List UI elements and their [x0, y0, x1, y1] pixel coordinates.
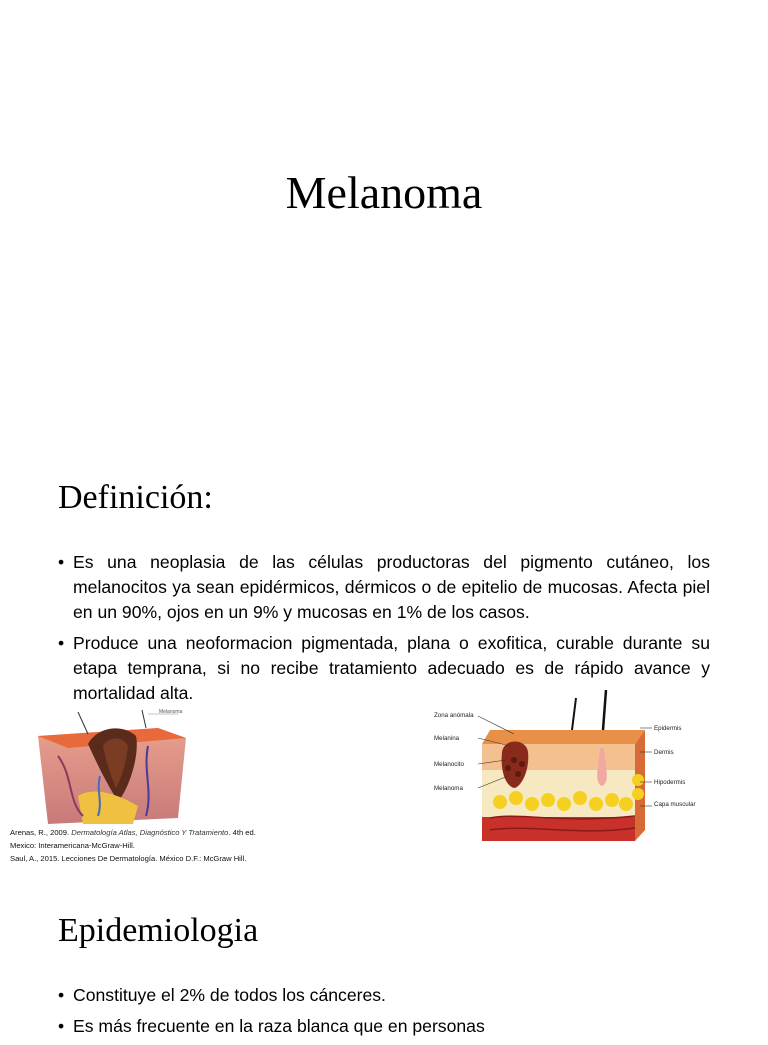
- reference-1-title: Dermatología Atlas, Diagnóstico Y Tratamiento: [71, 828, 229, 837]
- diagram-label-dermis: Dermis: [654, 749, 674, 756]
- diagram-label-zona-anomala: Zona anómala: [434, 712, 474, 719]
- epidemiology-bullet-2: • Es más frecuente en la raza blanca que en personas: [58, 1014, 710, 1039]
- reference-2: Saul, A., 2015. Lecciones De Dermatología. México D.F.: McGraw Hill.: [10, 854, 247, 863]
- reference-1-author: Arenas, R., 2009.: [10, 828, 70, 837]
- reference-1: [10, 826, 256, 839]
- diagram-label-melanoma: Melanoma: [434, 785, 463, 792]
- definition-bullet-2: • Produce una neoformacion pigmentada, plana o exofitica, curable durante su etapa temprana, si no recibe tratamiento adecuado es de rápido avance y mortalidad alta.: [58, 631, 710, 706]
- diagram-label-epidermis: Epidermis: [654, 725, 682, 732]
- melanoma-skin-illustration: [28, 706, 190, 828]
- epidemiology-heading: Epidemiologia: [58, 912, 259, 949]
- reference-1-edition: . 4th ed.: [228, 828, 256, 837]
- definition-bullet-1: • Es una neoplasia de las células productoras del pigmento cutáneo, los melanocitos ya sean epidérmicos, dérmicos o de epitelio de mucosas. Afecta piel en un 90%, ojos en un 9% y mucosas en 1% de los casos.: [58, 550, 710, 625]
- diagram-label-capa-muscular: Capa muscular: [654, 801, 696, 808]
- epidemiology-list: [58, 983, 710, 1045]
- diagram-label-melanina: Melanina: [434, 735, 460, 742]
- definition-list: [58, 550, 710, 712]
- diagram-label-hipodermis: Hipodermis: [654, 779, 686, 786]
- slide-title: Melanoma: [285, 167, 483, 218]
- figure-left-label: Melanoma: [159, 709, 183, 715]
- references: [10, 826, 256, 865]
- skin-layers-diagram: [430, 690, 700, 846]
- diagram-label-melanocito: Melanocito: [434, 761, 464, 768]
- reference-1-publisher: Mexico: Interamericana-McGraw-Hill.: [10, 841, 135, 850]
- definition-heading: Definición:: [58, 479, 213, 516]
- epidemiology-bullet-1: • Constituye el 2% de todos los cánceres.: [58, 983, 710, 1008]
